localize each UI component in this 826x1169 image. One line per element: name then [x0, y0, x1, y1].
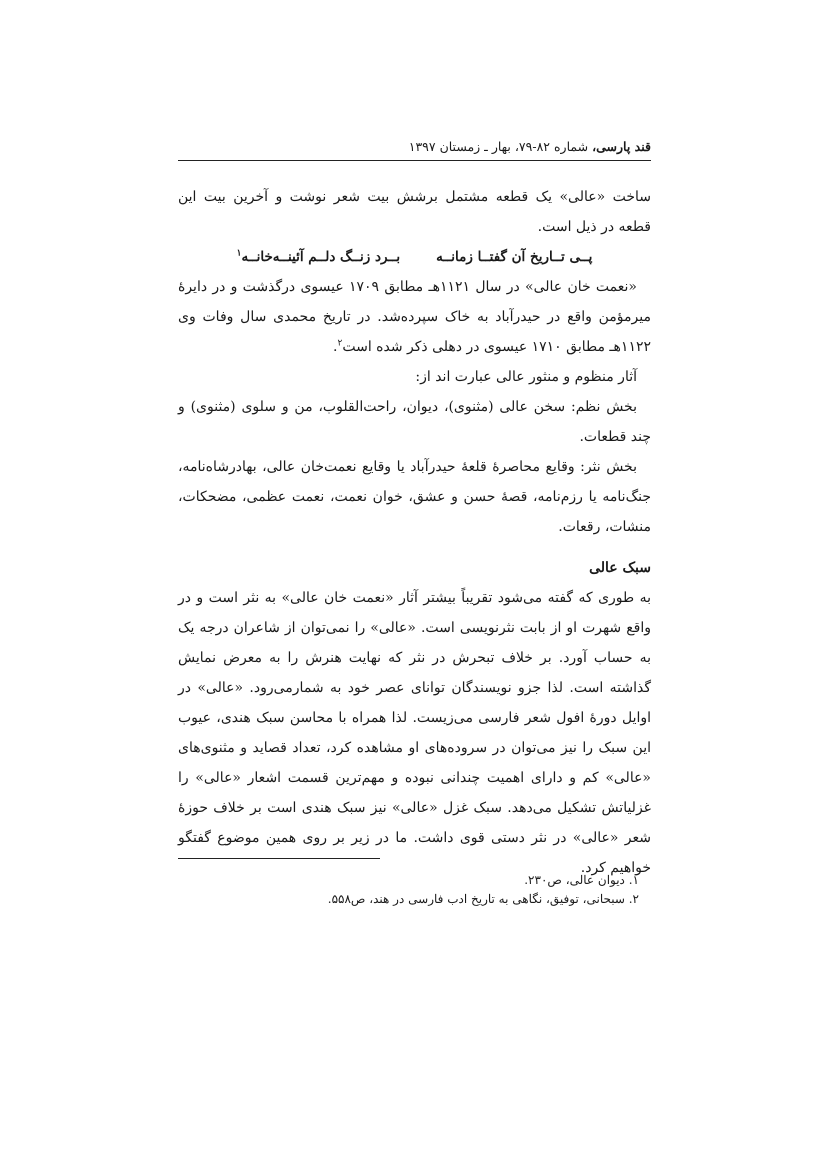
- article-body: [178, 182, 651, 883]
- issue-info: شماره ۸۲-۷۹، بهار ـ زمستان ۱۳۹۷: [408, 139, 593, 154]
- footnote: ۲. سبحانی، توفیق، نگاهی به تاریخ ادب فارسی در هند، ص۵۵۸.: [327, 892, 639, 906]
- paragraph: آثار منظوم و منثور عالی عبارت اند از:: [415, 369, 637, 385]
- paragraph: ساخت «عالی» یک قطعه مشتمل برشش بیت شعر نوشت و آخرین بیت این قطعه در ذیل است.: [178, 189, 651, 235]
- footnote: ۱. دیوان عالی، ص۲۳۰.: [524, 873, 639, 887]
- journal-name: قند پارسی،: [592, 139, 651, 154]
- verse-couplet: [178, 242, 651, 272]
- verse-hemistich-right: پــی تــاریخ آن گفتــا زمانــه: [436, 249, 593, 265]
- footnote-ref[interactable]: ۱: [236, 248, 242, 259]
- paragraph: به طوری که گفته می‌شود تقریباً بیشتر آثار «نعمت خان عالی» به نثر است و در واقع شهرت او از بابت نثرنویسی است. «عالی» را نمی‌توان از شاعران درجه یک به حساب آورد. بر خلاف تبحرش در نثر که نهایت هنرش را به معرض نمایش گذاشته است. لذا جزو نویسندگان توانای عصر خود به شمارمی‌رود. «عالی» در اوایل دورهٔ افول شعر فارسی می‌زیست. لذا همراه با محاسن سبک هندی، عیوب این سبک را نیز می‌توان در سروده‌های او مشاهده کرد، تعداد قصاید و مثنوی‌های «عالی» کم و دارای اهمیت چندانی نبوده و مهم‌ترین قسمت اشعار «عالی» را غزلیاتش تشکیل می‌دهد. سبک غزل «عالی» نیز سبک هندی است بر خلاف حوزهٔ شعر «عالی» در نثر دستی قوی داشت. ما در زیر بر روی همین موضوع گفتگو خواهیم کرد.: [178, 590, 651, 876]
- footnotes: [178, 871, 651, 909]
- verse-hemistich-left: بــرد زنــگ دلــم آئینــه‌خانــه: [241, 249, 401, 265]
- running-header: [178, 138, 651, 161]
- section-heading: سبک عالی: [589, 560, 651, 576]
- paragraph: «نعمت خان عالی» در سال ۱۱۲۱هـ مطابق ۱۷۰۹ عیسوی درگذشت و در دایرهٔ میرمؤمن واقع در حیدرآباد به خاک سپرده‌شد. در تاریخ محمدی سال وفات وی ۱۱۲۲هـ مطابق ۱۷۱۰ عیسوی در دهلی ذکر شده است$^۲$.: [178, 279, 651, 355]
- paragraph: بخش نثر: وقایع محاصرهٔ قلعهٔ حیدرآباد یا وقایع نعمت‌خان عالی، بهادرشاه‌نامه، جنگ‌نامه یا رزم‌نامه، قصهٔ حسن و عشق، خوان نعمت، نعمت عظمی، مضحکات، منشات، رقعات.: [178, 459, 651, 535]
- footnote-ref[interactable]: ۲: [337, 338, 343, 349]
- footnote-divider: [178, 858, 380, 859]
- page: [178, 138, 651, 906]
- paragraph: بخش نظم: سخن عالی (مثنوی)، دیوان، راحت‌القلوب، من و سلوی (مثنوی) و چند قطعات.: [178, 399, 651, 445]
